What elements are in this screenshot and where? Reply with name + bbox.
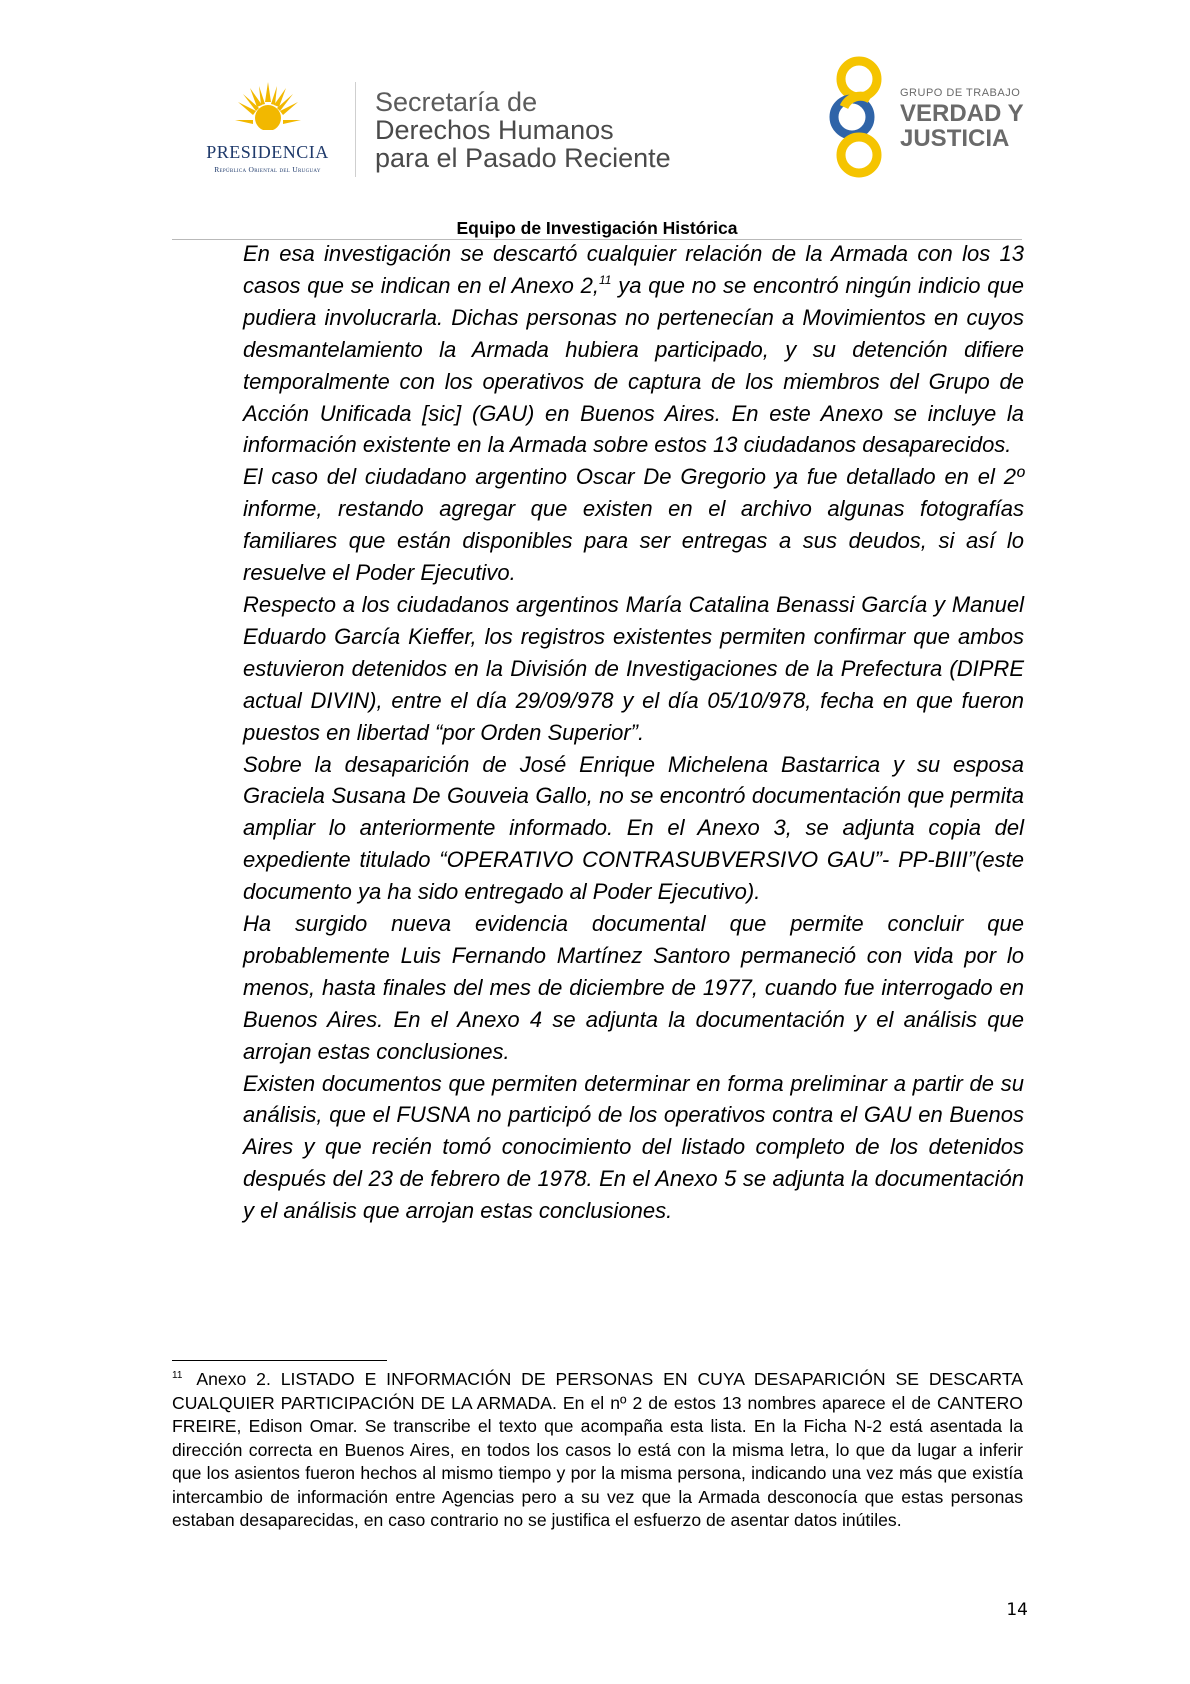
footnote-text: Anexo 2. LISTADO E INFORMACIÓN DE PERSONAS EN CUYA DESAPARICIÓN SE DESCARTA CUALQUIER PARTICIPACIÓN DE LA ARMADA. En el nº 2 de estos 13 nombres aparece el de CANTERO FREIRE, Edison Omar. Se transcribe el texto que acompaña esta lista. En la Ficha N-2 está asentada la dirección correcta en Buenos Aires, en todos los casos lo está con la misma letra, lo que da lugar a inferir que los asientos fueron hechos al mismo tiempo y por la misma persona, indicando una vez más que existía intercambio de información entre Agencias pero a su vez que la Armada desconocía que estas personas estaban desaparecidas, en caso contrario no se justifica el esfuerzo de asentar datos inútiles.: [172, 1369, 1023, 1530]
secretaria-line-2: Derechos Humanos: [375, 115, 614, 145]
sun-emblem-icon: [235, 80, 301, 142]
secretaria-line-1: Secretaría de: [375, 87, 538, 117]
secretaria-logo-text: [375, 88, 671, 172]
body-text: [243, 238, 1024, 1227]
page-number: 14: [1006, 1600, 1028, 1620]
page-header-title: Equipo de Investigación Histórica: [456, 218, 738, 238]
grupo-trabajo-label: GRUPO DE TRABAJO: [900, 87, 1021, 99]
paragraph-4: Sobre la desaparición de José Enrique Michelena Bastarrica y su esposa Graciela Susana De Gouveia Gallo, no se encontró documentación que permita ampliar lo anteriormente informado. En el Anexo 3, se adjunta copia del expediente titulado “OPERATIVO CONTRASUBVERSIVO GAU”- PP-BIII”(este documento ya ha sido entregado al Poder Ejecutivo).: [243, 751, 1024, 905]
header-divider: [355, 82, 356, 177]
paragraph-3: Respecto a los ciudadanos argentinos María Catalina Benassi García y Manuel Eduardo García Kieffer, los registros existentes permiten confirmar que ambos estuvieron detenidos en la División de Investigaciones de la Prefectura (DIPRE actual DIVIN), entre el día 29/09/978 y el día 05/10/978, fecha en que fueron puestos en libertad “por Orden Superior”.: [243, 591, 1024, 745]
footnote: [172, 1368, 1023, 1533]
verdad-label: VERDAD Y: [900, 100, 1024, 127]
verdad-justicia-logo: [820, 55, 1040, 180]
rings-emblem-icon: [820, 55, 898, 180]
secretaria-line-3: para el Pasado Reciente: [375, 143, 671, 173]
verdad-justicia-title: [900, 101, 1024, 151]
paragraph-1-end: ya que no se encontró ningún indicio que pudiera involucrarla. Dichas personas no pertenecían a Movimientos en cuyos desmantelamiento la Armada hubiera participado, y su detención difiere temporalmente con los operativos de captura de los miembros del Grupo de Acción Unificada [sic] (GAU) en Buenos Aires. En este Anexo se incluye la información existente en la Armada sobre estos 13 ciudadanos desaparecidos.: [243, 272, 1024, 458]
paragraph-2: El caso del ciudadano argentino Oscar De Gregorio ya fue detallado en el 2º informe, restando agregar que existen en el archivo algunas fotografías familiares que están disponibles para ser entregas a sus deudos, si así lo resuelve el Poder Ejecutivo.: [243, 464, 1024, 586]
paragraph-1: [243, 238, 1024, 461]
footnote-separator: [172, 1360, 387, 1361]
paragraph-1-start: En esa investigación se descartó cualquier relación de la Armada con los 13 casos que se indican en el Anexo 2,: [243, 241, 1024, 298]
presidencia-logo: [190, 80, 345, 180]
paragraph-5: Ha surgido nueva evidencia documental que permite concluir que probablemente Luis Fernando Martínez Santoro permaneció con vida por lo menos, hasta finales del mes de diciembre de 1977, cuando fue interrogado en Buenos Aires. En el Anexo 4 se adjunta la documentación y el análisis que arrojan estas conclusiones.: [243, 911, 1024, 1064]
paragraph-6: Existen documentos que permiten determinar en forma preliminar a partir de su análisis, que el FUSNA no participó de los operativos contra el GAU en Buenos Aires y que recién tomó conocimiento del listado completo de los detenidos después del 23 de febrero de 1978. En el Anexo 5 se adjunta la documentación y el análisis que arrojan estas conclusiones.: [243, 1070, 1024, 1224]
footnote-marker: 11: [172, 1370, 183, 1381]
presidencia-subtitle: República Oriental del Uruguay: [214, 165, 321, 174]
footnote-reference[interactable]: 11: [599, 272, 612, 287]
presidencia-name: PRESIDENCIA: [206, 142, 329, 162]
justicia-label: JUSTICIA: [900, 125, 1010, 152]
